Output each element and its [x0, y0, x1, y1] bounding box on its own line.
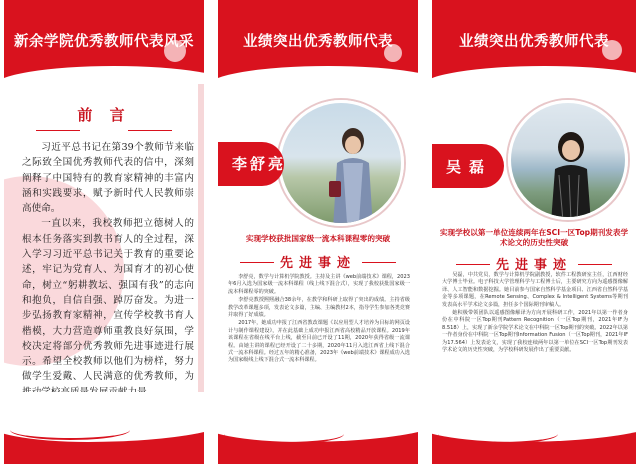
teacher-photo — [508, 100, 628, 220]
heading-rule-left — [36, 130, 80, 131]
achievement-tagline: 实现学校获批国家级一流本科课程零的突破 — [245, 234, 391, 243]
heading-rule-right — [128, 130, 172, 131]
footer-swoosh — [224, 424, 344, 444]
teacher-name: 李舒亮 — [232, 155, 287, 173]
panel-title: 业绩突出优秀教师代表 — [459, 34, 609, 50]
bio-paragraph: 她积极带领团队以遥感图像解译为方向开展科研工作，2021年以第一作者身份在中科院一区Top期刊Pattern Recognition（一区Top期刊，2021年IF为8.518）上，实现了新余学院学术论文在中科院一区Top期刊的突破。2022年以第一作者身份在中科院一区Top期刊Information Fusion（一区Top期刊，2021年IF为17.564）上发表论文，实现了我校连续两年以第一单位在SCI一区Top期刊发表学术论文的历史性突破，为学校科研发展作出了重要贡献。 — [442, 310, 628, 354]
teacher-panel-1 — [218, 0, 418, 464]
panel-title: 新余学院优秀教师代表风采 — [14, 34, 194, 50]
heading-rule-left — [240, 262, 274, 263]
footer-swoosh — [10, 420, 130, 440]
footer-swoosh — [438, 424, 558, 444]
achievement-tagline: 实现学校以第一单位连续两年在SCI一区Top期刊发表学术论文的历史性突破 — [439, 228, 629, 247]
preface-paragraph: 习近平总书记在第39个教师节来临之际致全国优秀教师代表的信中，深刻阐释了中国特有的教育家精神的丰富内涵和实践要求，赋予新时代人民教师崇高使命。 — [22, 142, 194, 215]
header-banner — [432, 0, 636, 84]
teacher-panel-2 — [432, 0, 636, 464]
teacher-bio — [228, 274, 410, 366]
person-figure — [281, 103, 404, 226]
preface-text — [22, 140, 194, 400]
heading-rule-right — [362, 262, 396, 263]
bio-paragraph: 李舒亮教授熙熙融合38余年，在教学和科研上取得了突出的成绩。主持省级教学改革课题多项，发表论文多篇，主编、主编教材2本，指导学生参加各类竞赛并取得了好成绩。 — [228, 297, 410, 319]
side-band — [198, 84, 204, 424]
teacher-bio — [442, 272, 628, 355]
bio-paragraph: 2017年，她成功申报了江西省教改课题《以应用型人才培养为目标的网页设计与制作课程建设》，并在此基础上成功申报江西省高校精品开放课程。2019年该课程在省级在线平台上线，截至目前已开设了11期，2020年获得省级一流课程。由她主讲的课程已经开设了二十多期，2020年11月入选江西省上线下混合式一流本科课程。经过五年的精心准备，2023年《web前端技术》课程成功入选为国家级线上线下混合式一流本科课程。 — [228, 320, 410, 364]
teacher-photo — [278, 100, 404, 226]
preface-paragraph: 一直以来，我校教师把立德树人的根本任务落实到教书育人的全过程，深入学习习近平总书记关于教育的重要论述，牢记为党育人、为国育才的初心使命，树立“躬耕教坛、强国有我”的志向和抱负，自信自强、踔厉奋发。为进一步弘扬教育家精神，宣传学校教书育人楷模，大力营造尊师重教良好氛围，学校决定将部分优秀教师先进事迹进行展示。希望全校教师以他们为榜样，努力做学生爱戴、人民满意的优秀教师，为 — [22, 218, 194, 383]
deeds-heading: 先进事迹 — [495, 258, 572, 273]
header-banner — [4, 0, 204, 84]
panel-title: 业绩突出优秀教师代表 — [243, 34, 393, 50]
heading-rule-left — [456, 264, 490, 265]
preface-panel — [4, 0, 204, 464]
header-banner — [218, 0, 418, 84]
heading-rule-right — [578, 264, 612, 265]
bio-paragraph: 李舒亮，数学与计算机学院教授。主持及主讲《web前端技术》课程，2023年6月入选为国家级一流本科课程（线上线下混合式），实现了我校获批国家级一流本科课程零的突破。 — [228, 274, 410, 295]
deeds-heading: 先进事迹 — [279, 256, 356, 271]
person-figure — [511, 103, 628, 220]
bio-paragraph: 吴磊，中共党员，数学与计算机学院副教授，软件工程教研室主任，江西财经大学博士毕业。电子科技大学管理科学与工程博士后，主要研究方向为遥感图像解译、人工智能和数据挖掘。她目前参与国家自然科学基金项目、江西省自然科学基金等多项课题，在Remote Sensing、Complex & Intelligent Systems等期刊发表高水平学术论文多篇，担任多个国际期刊审稿人。 — [442, 272, 628, 308]
preface-heading: 前 言 — [77, 106, 131, 124]
teacher-name: 吴磊 — [446, 158, 493, 176]
